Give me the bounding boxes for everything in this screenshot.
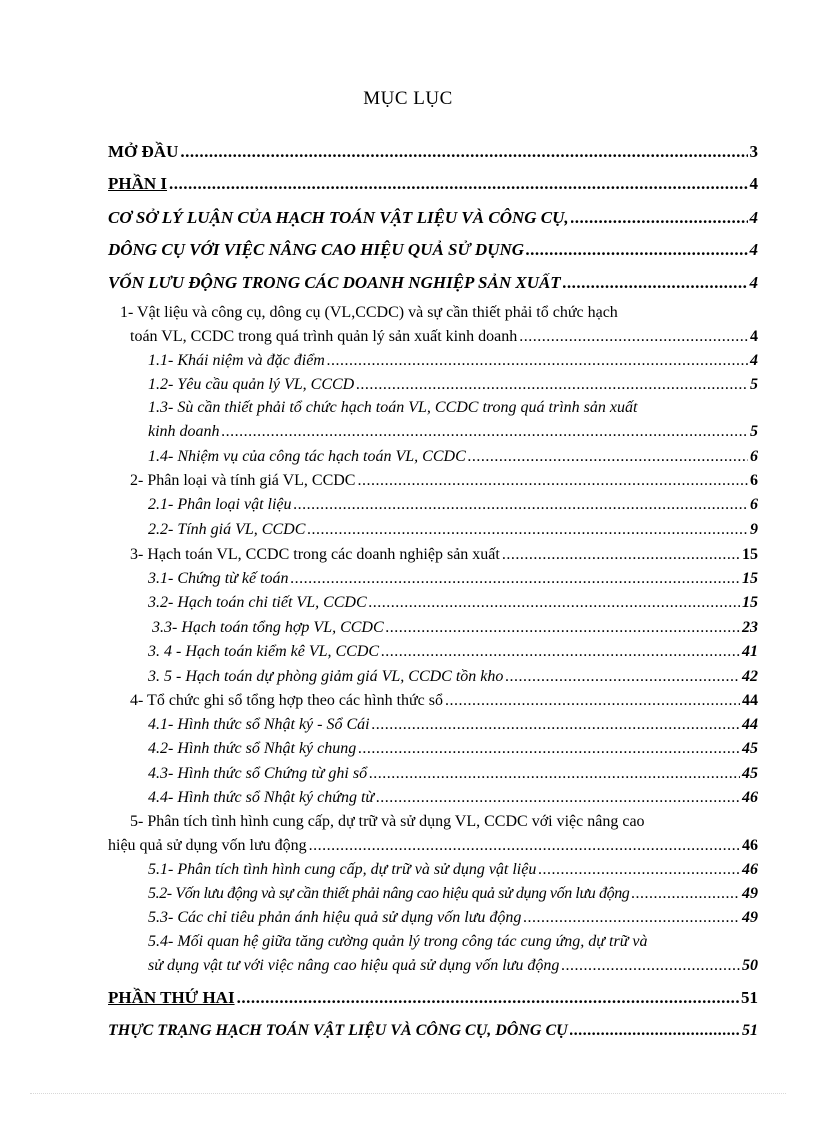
toc-entry-page: 46: [742, 789, 758, 806]
toc-entry-page: 6: [750, 448, 758, 465]
toc-entry-page: 15: [742, 594, 758, 611]
toc-entry-title: sử dụng vật tư với việc nâng cao hiệu quả sử dụng vốn lưu động: [148, 957, 560, 974]
toc-entry-title: 3- Hạch toán VL, CCDC trong các doanh nghiệp sản xuất: [130, 546, 500, 563]
toc-entry-title: 1.4- Nhiệm vụ của công tác hạch toán VL, CCDC: [148, 448, 466, 465]
toc-entry-page: 49: [742, 909, 758, 926]
toc-entry-page: 4: [749, 174, 758, 193]
toc-entry[interactable]: [108, 988, 758, 1008]
toc-entry[interactable]: [148, 352, 758, 370]
toc-entry-page: 4: [750, 352, 758, 369]
toc-entry-title: 1.1- Khái niệm và đặc điểm: [148, 352, 325, 369]
toc-entry-page: 45: [742, 740, 758, 757]
toc-entry[interactable]: [130, 692, 758, 710]
toc-entry-page: 5: [750, 423, 758, 440]
toc-entry[interactable]: [108, 240, 758, 260]
toc-entry-page: 15: [742, 546, 758, 563]
toc-entry-title: 5.3- Các chỉ tiêu phản ánh hiệu quả sử dụng vốn lưu động: [148, 909, 522, 926]
toc-entry-title: 3. 5 - Hạch toán dự phòng giảm giá VL, CCDC tồn kho: [148, 668, 504, 685]
toc-entry-page: 6: [750, 472, 758, 489]
toc-entry-title: 3.2- Hạch toán chi tiết VL, CCDC: [148, 594, 367, 611]
toc-entry[interactable]: [148, 885, 758, 903]
toc-entry[interactable]: [148, 957, 758, 975]
toc-entry-page: 4: [750, 328, 758, 345]
toc-entry-title: DÔNG CỤ VỚI VIỆC NÂNG CAO HIỆU QUẢ SỬ DỤNG: [108, 240, 525, 259]
toc-entry-title: 2.1- Phân loại vật liệu: [148, 496, 292, 513]
toc-entry-title: VỐN LƯU ĐỘNG TRONG CÁC DOANH NGHIỆP SẢN XUẤT: [108, 273, 561, 292]
toc-entry-page: 9: [750, 521, 758, 538]
toc-entry-page: 44: [742, 716, 758, 733]
toc-entry-title: 3. 4 - Hạch toán kiểm kê VL, CCDC: [148, 643, 380, 660]
toc-entry[interactable]: [148, 448, 758, 466]
toc-entry-title: 5.1- Phân tích tình hình cung cấp, dự trữ và sử dụng vật liệu: [148, 861, 537, 878]
toc-entry-title: 2.2- Tính giá VL, CCDC: [148, 521, 306, 538]
toc-entry[interactable]: [148, 740, 758, 758]
toc-entry-title: 3.1- Chứng từ kế toán: [148, 570, 289, 587]
toc-entry[interactable]: [130, 328, 758, 346]
toc-entry-title: CƠ SỞ LÝ LUẬN CỦA HẠCH TOÁN VẬT LIỆU VÀ CÔNG CỤ,: [108, 208, 569, 227]
toc-entry-title: 4.4- Hình thức sổ Nhật ký chứng từ: [148, 789, 375, 806]
toc-entry[interactable]: [148, 423, 758, 441]
toc-entry-title: 4.3- Hình thức sổ Chứng từ ghi sổ: [148, 765, 368, 782]
toc-entry[interactable]: [130, 472, 758, 490]
toc-entry-page: 23: [742, 619, 758, 636]
toc-entry-page: 4: [749, 273, 758, 292]
toc-entry[interactable]: [148, 594, 758, 612]
toc-entry[interactable]: [148, 570, 758, 588]
toc-entry-title: 5.2- Vốn lưu động và sự cần thiết phải nâng cao hiệu quả sử dụng vốn lưu động: [148, 885, 630, 902]
toc-entry-title: toán VL, CCDC trong quá trình quản lý sản xuất kinh doanh: [130, 328, 518, 345]
toc-entry-page: 51: [742, 1022, 758, 1039]
toc-entry[interactable]: [148, 716, 758, 734]
toc-entry[interactable]: [108, 142, 758, 162]
toc-entry[interactable]: [108, 1022, 758, 1040]
toc-entry[interactable]: [148, 789, 758, 807]
toc-entry-title: 2- Phân loại và tính giá VL, CCDC: [130, 472, 356, 489]
toc-entry-page: 46: [742, 861, 758, 878]
toc-entry-title: MỞ ĐẦU: [108, 142, 179, 161]
toc-entry[interactable]: [108, 208, 758, 228]
toc-entry[interactable]: [148, 376, 758, 394]
page-bottom-divider: [30, 1093, 786, 1094]
toc-entry-page: 15: [742, 570, 758, 587]
toc-entry-title: PHẦN THỨ HAI: [108, 988, 235, 1007]
toc-entry[interactable]: [108, 273, 758, 293]
toc-entry[interactable]: [148, 521, 758, 539]
toc-entry-line1: 5- Phân tích tình hình cung cấp, dự trữ và sử dụng VL, CCDC với việc nâng cao: [130, 813, 645, 830]
toc-entry-page: 49: [742, 885, 758, 902]
toc-entry-page: 3: [749, 142, 758, 161]
toc-entry-page: 51: [741, 988, 758, 1007]
toc-entry[interactable]: [148, 861, 758, 879]
toc-entry-line1: 1.3- Sù cần thiết phải tổ chức hạch toán VL, CCDC trong quá trình sản xuất: [148, 399, 638, 416]
toc-entry[interactable]: [148, 643, 758, 661]
toc-entry[interactable]: [148, 668, 758, 686]
toc-entry-line1: 1- Vật liệu và công cụ, dông cụ (VL,CCDC) và sự cần thiết phải tổ chức hạch: [120, 304, 618, 321]
toc-entry-title: 3.3- Hạch toán tổng hợp VL, CCDC: [152, 619, 384, 636]
toc-entry-title: 1.2- Yêu cầu quản lý VL, CCCD: [148, 376, 355, 393]
toc-entry-title: kinh doanh: [148, 423, 220, 440]
toc-entry[interactable]: [152, 619, 758, 637]
toc-entry[interactable]: [130, 546, 758, 564]
toc-entry-title: THỰC TRẠNG HẠCH TOÁN VẬT LIỆU VÀ CÔNG CỤ, DÔNG CỤ: [108, 1022, 568, 1039]
toc-entry-title: PHẦN I: [108, 174, 168, 193]
toc-entry[interactable]: [148, 496, 758, 514]
toc-entry[interactable]: [108, 174, 758, 194]
toc-entry-line1: 5.4- Mối quan hệ giữa tăng cường quản lý trong công tác cung ứng, dự trữ và: [148, 933, 648, 950]
toc-entry-page: 46: [742, 837, 758, 854]
toc-entry-title: 4.2- Hình thức sổ Nhật ký chung: [148, 740, 357, 757]
toc-entry-page: 6: [750, 496, 758, 513]
toc-entry-page: 5: [750, 376, 758, 393]
toc-entry-page: 42: [742, 668, 758, 685]
toc-entry-title: 4- Tổ chức ghi sổ tổng hợp theo các hình thức sổ: [130, 692, 444, 709]
toc-entry-page: 44: [742, 692, 758, 709]
toc-entry[interactable]: [148, 909, 758, 927]
page-title: MỤC LỤC: [363, 88, 453, 109]
toc-entry-page: 41: [742, 643, 758, 660]
toc-entry-page: 4: [749, 240, 758, 259]
toc-entry-page: 50: [742, 957, 758, 974]
toc-entry[interactable]: [148, 765, 758, 783]
toc-entry-title: hiệu quả sử dụng vốn lưu động: [108, 837, 307, 854]
toc-entry-page: 45: [742, 765, 758, 782]
toc-entry-title: 4.1- Hình thức sổ Nhật ký - Sổ Cái: [148, 716, 370, 733]
toc-entry-page: 4: [749, 208, 758, 227]
toc-entry[interactable]: [108, 837, 758, 855]
